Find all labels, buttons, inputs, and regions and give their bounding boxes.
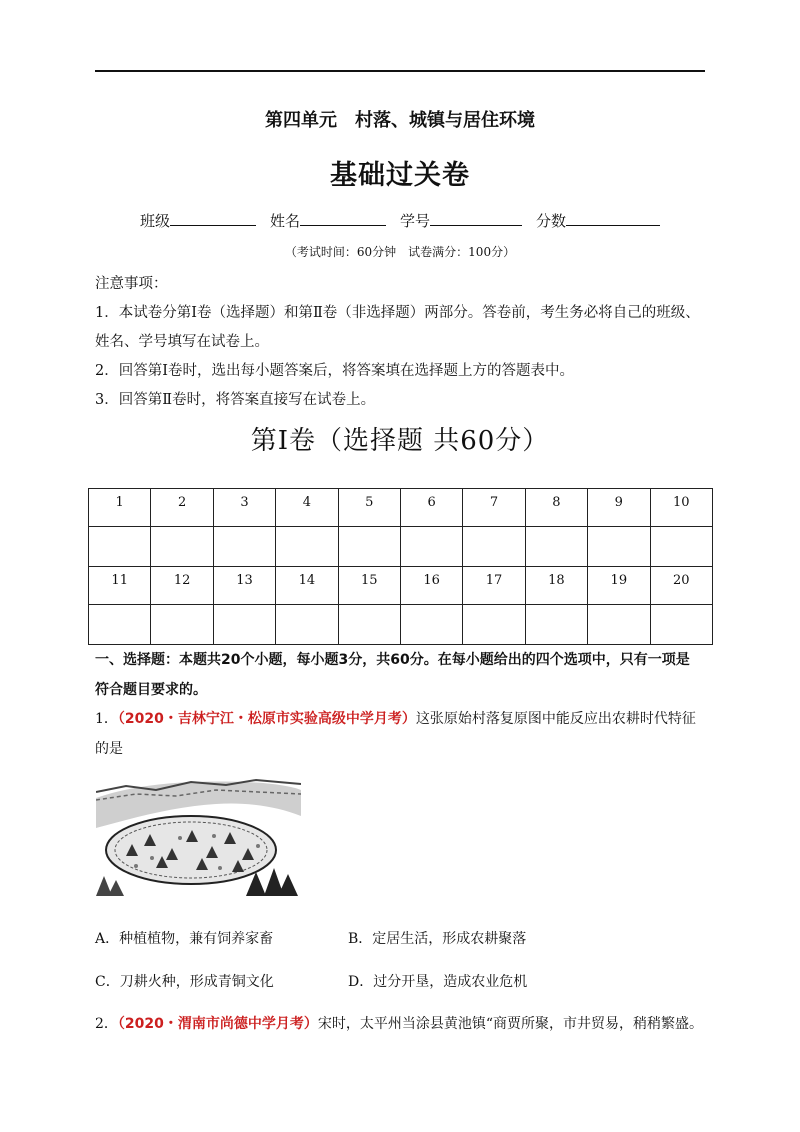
answer-cell[interactable] xyxy=(400,527,462,567)
section-instructions-line: 符合题目要求的。 xyxy=(95,682,207,698)
score-label: 分数 xyxy=(536,212,567,230)
answer-cell[interactable] xyxy=(151,605,213,645)
answer-cell[interactable] xyxy=(463,605,525,645)
answer-cell[interactable] xyxy=(588,605,650,645)
answer-cell[interactable] xyxy=(463,527,525,567)
question-source: （2020・吉林宁江・松原市实验高级中学月考） xyxy=(117,711,416,727)
question-number-cell: 15 xyxy=(338,567,400,605)
section-instructions-line: 一、选择题：本题共20个小题，每小题3分，共60分。在每小题给出的四个选项中，只有一项是 xyxy=(95,652,690,668)
question-number-cell: 1 xyxy=(89,489,151,527)
notes-section xyxy=(95,270,715,415)
question-number-cell: 3 xyxy=(213,489,275,527)
note-item: 姓名、学号填写在试卷上。 xyxy=(95,334,269,350)
option-a[interactable]: A．种植植物，兼有饲养家畜 xyxy=(95,931,274,947)
question-number-cell: 13 xyxy=(213,567,275,605)
unit-title: 第四单元 村落、城镇与居住环境 xyxy=(265,110,535,131)
question-number-cell: 8 xyxy=(525,489,587,527)
question-number-cell: 18 xyxy=(525,567,587,605)
top-rule xyxy=(95,70,705,72)
answer-cell[interactable] xyxy=(338,605,400,645)
student-id-blank[interactable] xyxy=(430,210,522,226)
note-item: 2．回答第Ⅰ卷时，选出每小题答案后，将答案填在选择题上方的答题表中。 xyxy=(95,363,574,379)
answer-cell[interactable] xyxy=(525,527,587,567)
class-blank[interactable] xyxy=(170,210,256,226)
question-number: 2． xyxy=(95,1016,118,1032)
student-info-line xyxy=(140,210,660,231)
answer-cell[interactable] xyxy=(276,527,338,567)
question-number: 1． xyxy=(95,711,118,727)
answer-cell[interactable] xyxy=(338,527,400,567)
note-item: 1．本试卷分第Ⅰ卷（选择题）和第Ⅱ卷（非选择题）两部分。答卷前，考生务必将自己的班级、 xyxy=(95,305,700,321)
note-item: 3．回答第Ⅱ卷时，将答案直接写在试卷上。 xyxy=(95,392,376,408)
name-blank[interactable] xyxy=(300,210,386,226)
page-title: 基础过关卷 xyxy=(330,160,470,191)
name-label: 姓名 xyxy=(270,212,301,230)
question-2 xyxy=(95,1013,725,1033)
answer-cell[interactable] xyxy=(151,527,213,567)
question-text: 这张原始村落复原图中能反应出农耕时代特征 xyxy=(415,711,696,727)
exam-time: （考试时间：60分钟 试卷满分：100分） xyxy=(284,245,516,259)
question-number-cell: 5 xyxy=(338,489,400,527)
question-number-cell: 2 xyxy=(151,489,213,527)
answer-cell[interactable] xyxy=(650,527,712,567)
question-text: 的是 xyxy=(95,741,123,757)
answer-cell[interactable] xyxy=(650,605,712,645)
question-number-cell: 4 xyxy=(276,489,338,527)
question-number-cell: 7 xyxy=(463,489,525,527)
question-number-cell: 14 xyxy=(276,567,338,605)
question-number-cell: 11 xyxy=(89,567,151,605)
question-number-cell: 16 xyxy=(400,567,462,605)
option-b[interactable]: B．定居生活，形成农耕聚落 xyxy=(348,931,527,947)
section-instructions xyxy=(95,645,715,705)
name-field[interactable] xyxy=(270,210,386,231)
answer-cell[interactable] xyxy=(525,605,587,645)
answer-table xyxy=(88,488,713,645)
answer-cell[interactable] xyxy=(588,527,650,567)
answer-cell[interactable] xyxy=(89,605,151,645)
question-number-cell: 10 xyxy=(650,489,712,527)
answer-cell[interactable] xyxy=(213,605,275,645)
question-number-cell: 17 xyxy=(463,567,525,605)
student-id-label: 学号 xyxy=(400,212,431,230)
question-source: （2020・渭南市尚德中学月考） xyxy=(117,1016,318,1032)
question-number-cell: 20 xyxy=(650,567,712,605)
score-field[interactable] xyxy=(536,210,660,231)
question-number-cell: 6 xyxy=(400,489,462,527)
part-title: 第Ⅰ卷（选择题 共60分） xyxy=(250,426,550,456)
option-d[interactable]: D．过分开垦，造成农业危机 xyxy=(348,974,528,990)
question-number-cell: 12 xyxy=(151,567,213,605)
class-field[interactable] xyxy=(140,210,256,231)
question-text: 宋时，太平州当涂县黄池镇“商贾所聚，市井贸易，稍稍繁盛。 xyxy=(317,1016,704,1032)
question-1 xyxy=(95,704,715,764)
question-number-cell: 9 xyxy=(588,489,650,527)
answer-cell[interactable] xyxy=(400,605,462,645)
answer-cell[interactable] xyxy=(213,527,275,567)
student-id-field[interactable] xyxy=(400,210,522,231)
answer-cell[interactable] xyxy=(89,527,151,567)
class-label: 班级 xyxy=(140,212,171,230)
question-number-cell: 19 xyxy=(588,567,650,605)
notes-heading: 注意事项： xyxy=(95,276,168,292)
answer-cell[interactable] xyxy=(276,605,338,645)
option-c[interactable]: C．刀耕火种，形成青铜文化 xyxy=(95,974,274,990)
village-reconstruction-image xyxy=(96,776,301,896)
score-blank[interactable] xyxy=(566,210,660,226)
